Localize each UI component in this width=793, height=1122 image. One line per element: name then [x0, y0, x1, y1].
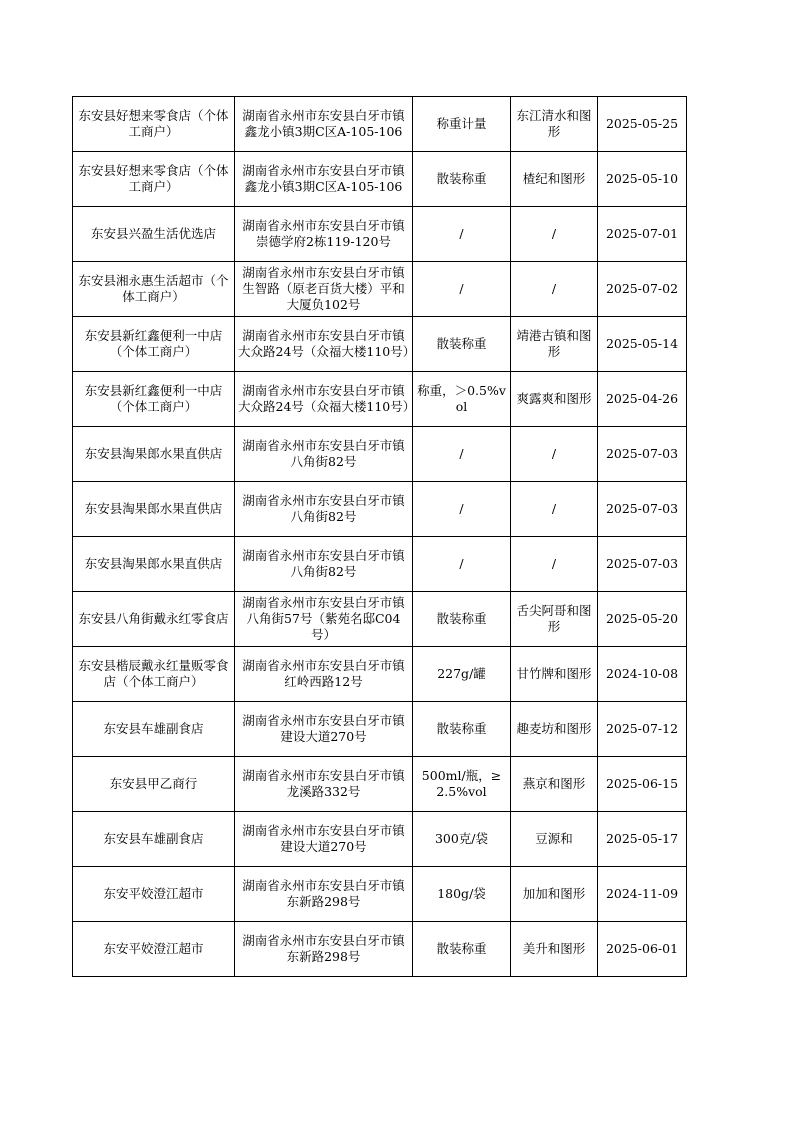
table-row: [73, 427, 687, 482]
table-row: [73, 152, 687, 207]
spec-cell: 227g/罐: [413, 647, 511, 702]
date-cell: 2025-07-03: [598, 427, 687, 482]
date-cell: 2025-04-26: [598, 372, 687, 427]
spec-cell: /: [413, 482, 511, 537]
spec-cell: /: [413, 537, 511, 592]
spec-cell: 500ml/瓶，≥2.5%vol: [413, 757, 511, 812]
store-name-cell: 东安县车雄副食店: [73, 702, 235, 757]
spec-cell: /: [413, 207, 511, 262]
spec-cell: 散装称重: [413, 592, 511, 647]
date-cell: 2025-05-14: [598, 317, 687, 372]
table-body: [73, 97, 687, 977]
brand-cell: 甘竹牌和图形: [511, 647, 598, 702]
address-cell: 湖南省永州市东安县白牙市镇八角街82号: [235, 537, 413, 592]
date-cell: 2025-06-15: [598, 757, 687, 812]
store-name-cell: 东安县淘果郎水果直供店: [73, 427, 235, 482]
date-cell: 2025-07-03: [598, 537, 687, 592]
spec-cell: 180g/袋: [413, 867, 511, 922]
address-cell: 湖南省永州市东安县白牙市镇东新路298号: [235, 867, 413, 922]
table-row: [73, 262, 687, 317]
date-cell: 2025-05-10: [598, 152, 687, 207]
table-row: [73, 207, 687, 262]
table-row: [73, 482, 687, 537]
spec-cell: 称重计量: [413, 97, 511, 152]
spec-cell: 称重，＞0.5%vol: [413, 372, 511, 427]
spec-cell: 散装称重: [413, 152, 511, 207]
brand-cell: 舌尖阿哥和图形: [511, 592, 598, 647]
store-name-cell: 东安县湘永惠生活超市（个体工商户）: [73, 262, 235, 317]
store-name-cell: 东安县八角街戴永红零食店: [73, 592, 235, 647]
address-cell: 湖南省永州市东安县白牙市镇生智路（原老百货大楼）平和大厦负102号: [235, 262, 413, 317]
store-name-cell: 东安县淘果郎水果直供店: [73, 482, 235, 537]
brand-cell: 加加和图形: [511, 867, 598, 922]
brand-cell: /: [511, 207, 598, 262]
brand-cell: /: [511, 482, 598, 537]
table-row: [73, 592, 687, 647]
date-cell: 2025-07-12: [598, 702, 687, 757]
table-row: [73, 372, 687, 427]
date-cell: 2025-07-03: [598, 482, 687, 537]
date-cell: 2024-11-09: [598, 867, 687, 922]
address-cell: 湖南省永州市东安县白牙市镇大众路24号（众福大楼110号）: [235, 372, 413, 427]
brand-cell: /: [511, 427, 598, 482]
store-name-cell: 东安县兴盈生活优选店: [73, 207, 235, 262]
table-row: [73, 647, 687, 702]
address-cell: 湖南省永州市东安县白牙市镇龙溪路332号: [235, 757, 413, 812]
address-cell: 湖南省永州市东安县白牙市镇八角街82号: [235, 482, 413, 537]
store-name-cell: 东安县车雄副食店: [73, 812, 235, 867]
address-cell: 湖南省永州市东安县白牙市镇红岭西路12号: [235, 647, 413, 702]
address-cell: 湖南省永州市东安县白牙市镇东新路298号: [235, 922, 413, 977]
spec-cell: /: [413, 427, 511, 482]
table-row: [73, 812, 687, 867]
brand-cell: 趣麦坊和图形: [511, 702, 598, 757]
table-row: [73, 97, 687, 152]
spec-cell: 散装称重: [413, 702, 511, 757]
store-name-cell: 东安县好想来零食店（个体工商户）: [73, 97, 235, 152]
date-cell: 2025-05-17: [598, 812, 687, 867]
table-row: [73, 537, 687, 592]
store-name-cell: 东安县好想来零食店（个体工商户）: [73, 152, 235, 207]
spec-cell: /: [413, 262, 511, 317]
date-cell: 2025-05-25: [598, 97, 687, 152]
brand-cell: 豆源和: [511, 812, 598, 867]
spec-cell: 散装称重: [413, 922, 511, 977]
address-cell: 湖南省永州市东安县白牙市镇八角街57号（紫苑名邸C04号）: [235, 592, 413, 647]
brand-cell: 东江清水和图形: [511, 97, 598, 152]
address-cell: 湖南省永州市东安县白牙市镇崇德学府2栋119-120号: [235, 207, 413, 262]
record-table: [72, 96, 687, 977]
brand-cell: 靖港古镇和图形: [511, 317, 598, 372]
address-cell: 湖南省永州市东安县白牙市镇大众路24号（众福大楼110号）: [235, 317, 413, 372]
spec-cell: 散装称重: [413, 317, 511, 372]
address-cell: 湖南省永州市东安县白牙市镇建设大道270号: [235, 702, 413, 757]
date-cell: 2025-07-01: [598, 207, 687, 262]
table-row: [73, 702, 687, 757]
store-name-cell: 东安县新红鑫便利一中店（个体工商户）: [73, 372, 235, 427]
store-name-cell: 东安县淘果郎水果直供店: [73, 537, 235, 592]
table-row: [73, 757, 687, 812]
brand-cell: 美升和图形: [511, 922, 598, 977]
address-cell: 湖南省永州市东安县白牙市镇鑫龙小镇3期C区A-105-106: [235, 152, 413, 207]
store-name-cell: 东安平姣澄江超市: [73, 922, 235, 977]
store-name-cell: 东安平姣澄江超市: [73, 867, 235, 922]
spec-cell: 300克/袋: [413, 812, 511, 867]
brand-cell: 楂纪和图形: [511, 152, 598, 207]
date-cell: 2025-07-02: [598, 262, 687, 317]
table-row: [73, 317, 687, 372]
brand-cell: /: [511, 262, 598, 317]
table-row: [73, 922, 687, 977]
brand-cell: 爽露爽和图形: [511, 372, 598, 427]
store-name-cell: 东安县楷辰戴永红量贩零食店（个体工商户）: [73, 647, 235, 702]
address-cell: 湖南省永州市东安县白牙市镇八角街82号: [235, 427, 413, 482]
date-cell: 2025-06-01: [598, 922, 687, 977]
address-cell: 湖南省永州市东安县白牙市镇鑫龙小镇3期C区A-105-106: [235, 97, 413, 152]
date-cell: 2024-10-08: [598, 647, 687, 702]
table-row: [73, 867, 687, 922]
brand-cell: /: [511, 537, 598, 592]
store-name-cell: 东安县甲乙商行: [73, 757, 235, 812]
brand-cell: 燕京和图形: [511, 757, 598, 812]
store-name-cell: 东安县新红鑫便利一中店（个体工商户）: [73, 317, 235, 372]
address-cell: 湖南省永州市东安县白牙市镇建设大道270号: [235, 812, 413, 867]
date-cell: 2025-05-20: [598, 592, 687, 647]
